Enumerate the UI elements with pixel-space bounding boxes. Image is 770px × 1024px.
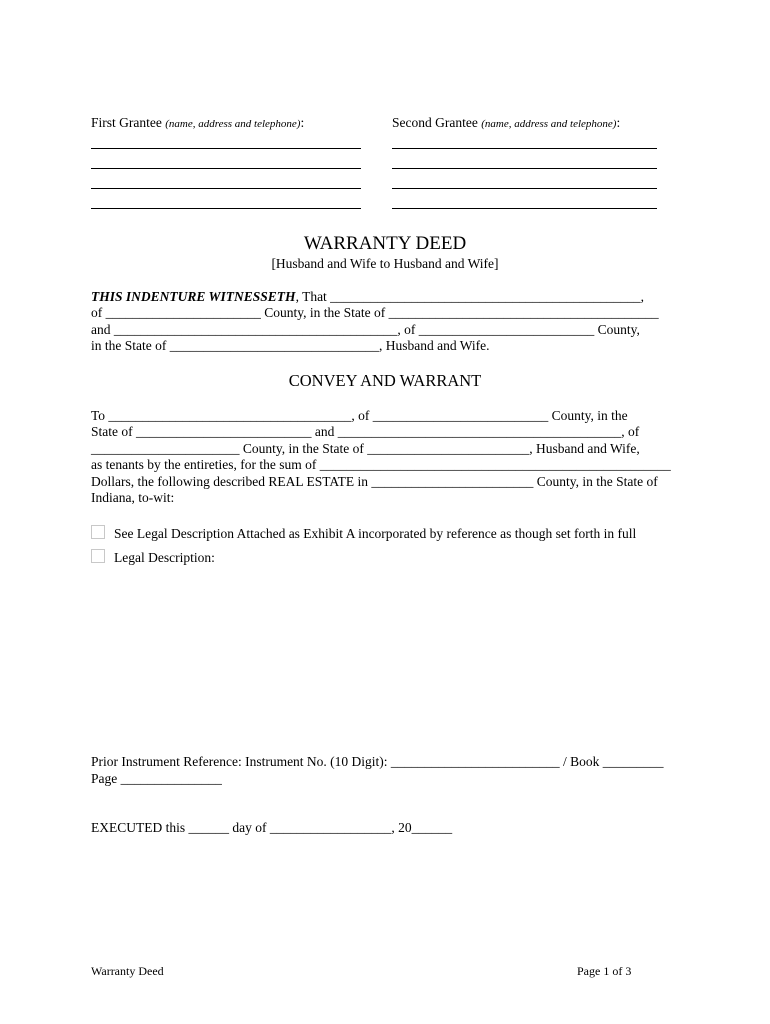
convey-line-5: Dollars, the following described REAL ESTATE in ________________________ County, in the State of <box>91 474 658 489</box>
second-grantee-line-4[interactable] <box>392 207 657 209</box>
executed-line: EXECUTED this ______ day of __________________, 20______ <box>91 820 453 835</box>
first-grantee-line-1[interactable] <box>91 147 361 149</box>
indenture-line-1: THIS INDENTURE WITNESSETH, That ______________________________________________, <box>91 289 645 304</box>
indenture-line-3: and __________________________________________, of __________________________ County, <box>91 322 640 337</box>
indenture-bold: THIS INDENTURE WITNESSETH <box>91 289 296 304</box>
first-grantee-sub: (name, address and telephone) <box>165 118 301 130</box>
first-grantee-label: First Grantee (name, address and telephone): <box>91 115 305 130</box>
document-subtitle: [Husband and Wife to Husband and Wife] <box>271 256 499 271</box>
second-grantee-line-3[interactable] <box>392 187 657 189</box>
legal-description-label: Legal Description: <box>114 550 215 565</box>
document-title: WARRANTY DEED <box>303 233 467 254</box>
convey-line-1: To ____________________________________, of __________________________ County, in the <box>91 408 628 423</box>
second-grantee-sub: (name, address and telephone) <box>481 118 617 130</box>
first-grantee-line-2[interactable] <box>91 167 361 169</box>
second-grantee-line-1[interactable] <box>392 147 657 149</box>
second-grantee-label: Second Grantee (name, address and telephone): <box>392 115 621 130</box>
convey-line-2: State of __________________________ and __________________________________________, of <box>91 424 640 439</box>
first-grantee-line-4[interactable] <box>91 207 361 209</box>
convey-line-3: ______________________ County, in the State of ________________________, Husband and Wife, <box>91 441 640 456</box>
indenture-line-4: in the State of _______________________________, Husband and Wife. <box>91 338 490 353</box>
exhibit-label: See Legal Description Attached as Exhibit A incorporated by reference as though set forth in full <box>114 526 637 541</box>
footer-page-number: Page 1 of 3 <box>577 964 632 978</box>
exhibit-checkbox[interactable] <box>91 525 105 539</box>
prior-reference-line-1: Prior Instrument Reference: Instrument No. (10 Digit): _________________________ / Book _________ <box>91 754 664 769</box>
footer-left: Warranty Deed <box>91 964 164 978</box>
convey-heading: CONVEY AND WARRANT <box>288 371 482 390</box>
prior-reference-line-2: Page _______________ <box>91 771 222 786</box>
first-grantee-line-3[interactable] <box>91 187 361 189</box>
legal-description-checkbox[interactable] <box>91 549 105 563</box>
convey-line-4: as tenants by the entireties, for the sum of ____________________________________________________ <box>91 457 671 472</box>
indenture-line-2: of _______________________ County, in the State of ________________________________________ <box>91 305 659 320</box>
convey-line-6: Indiana, to-wit: <box>91 490 175 505</box>
second-grantee-line-2[interactable] <box>392 167 657 169</box>
